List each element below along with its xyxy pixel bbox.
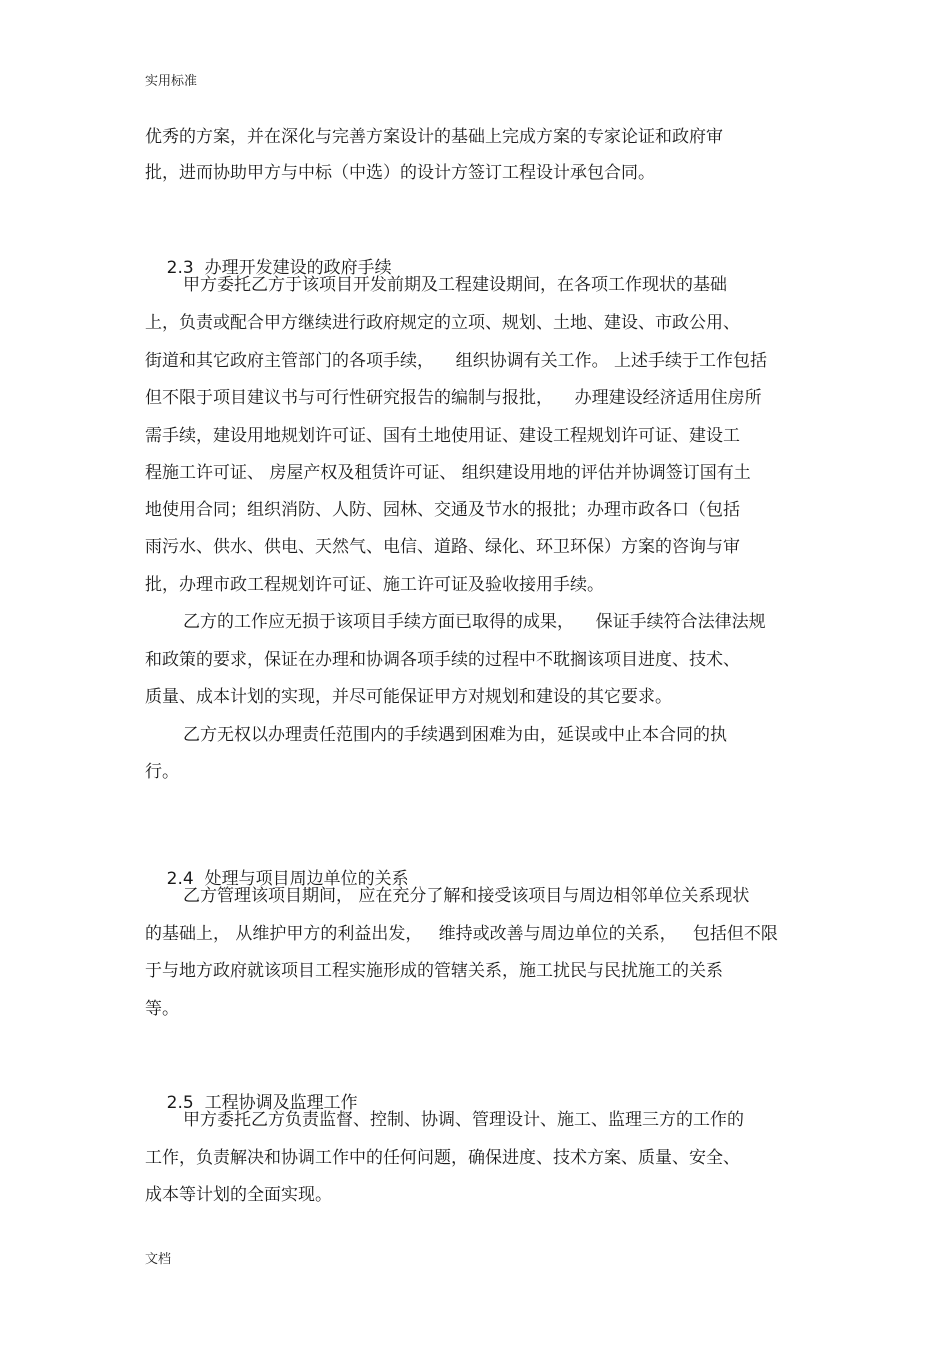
body-line: 程施工许可证、 房屋产权及租赁许可证、 组织建设用地的评估并协调签订国有土	[145, 463, 751, 483]
section-title: 工程协调及监理工作	[204, 1093, 358, 1113]
body-line: 乙方管理该项目期间， 应在充分了解和接受该项目与周边相邻单位关系现状	[183, 886, 750, 906]
body-line: 雨污水、供水、供电、天然气、电信、道路、绿化、环卫环保）方案的咨询与审	[145, 537, 740, 557]
body-line: 等。	[145, 999, 179, 1019]
body-line: 甲方委托乙方于该项目开发前期及工程建设期间，在各项工作现状的基础	[183, 275, 727, 295]
body-line: 和政策的要求，保证在办理和协调各项手续的过程中不耽搁该项目进度、技术、	[145, 650, 740, 670]
body-line: 乙方的工作应无损于该项目手续方面已取得的成果， 保证手续符合法律法规	[183, 612, 766, 632]
body-line: 街道和其它政府主管部门的各项手续， 组织协调有关工作。 上述手续于工作包括	[145, 351, 768, 371]
body-line: 批，办理市政工程规划许可证、施工许可证及验收接用手续。	[145, 575, 604, 595]
body-line: 于与地方政府就该项目工程实施形成的管辖关系，施工扰民与民扰施工的关系	[145, 961, 723, 981]
page-footer: 文档	[145, 1252, 172, 1267]
body-line: 成本等计划的全面实现。	[145, 1185, 332, 1205]
body-line: 甲方委托乙方负责监督、控制、协调、管理设计、施工、监理三方的工作的	[183, 1110, 744, 1130]
section-title: 办理开发建设的政府手续	[204, 258, 392, 278]
section-title: 处理与项目周边单位的关系	[204, 869, 409, 889]
section-number: 2.5	[166, 1093, 194, 1113]
body-line: 的基础上， 从维护甲方的利益出发， 维持或改善与周边单位的关系， 包括但不限	[145, 924, 778, 944]
body-line: 质量、成本计划的实现，并尽可能保证甲方对规划和建设的其它要求。	[145, 687, 672, 707]
section-number: 2.3	[166, 258, 194, 278]
section-number: 2.4	[166, 869, 194, 889]
body-line: 需手续，建设用地规划许可证、国有土地使用证、建设工程规划许可证、建设工	[145, 426, 740, 446]
page-header: 实用标准	[145, 74, 198, 89]
body-line: 工作，负责解决和协调工作中的任何问题，确保进度、技术方案、质量、安全、	[145, 1148, 740, 1168]
body-line: 地使用合同；组织消防、人防、园林、交通及节水的报批；办理市政各口（包括	[145, 500, 740, 520]
body-line: 乙方无权以办理责任范围内的手续遇到困难为由，延误或中止本合同的执	[183, 725, 727, 745]
body-line: 优秀的方案，并在深化与完善方案设计的基础上完成方案的专家论证和政府审	[145, 127, 723, 147]
body-line: 批，进而协助甲方与中标（中选）的设计方签订工程设计承包合同。	[145, 163, 655, 183]
body-line: 上，负责或配合甲方继续进行政府规定的立项、规划、土地、建设、市政公用、	[145, 313, 740, 333]
body-line: 行。	[145, 762, 179, 782]
body-line: 但不限于项目建议书与可行性研究报告的编制与报批， 办理建设经济适用住房所	[145, 388, 762, 408]
